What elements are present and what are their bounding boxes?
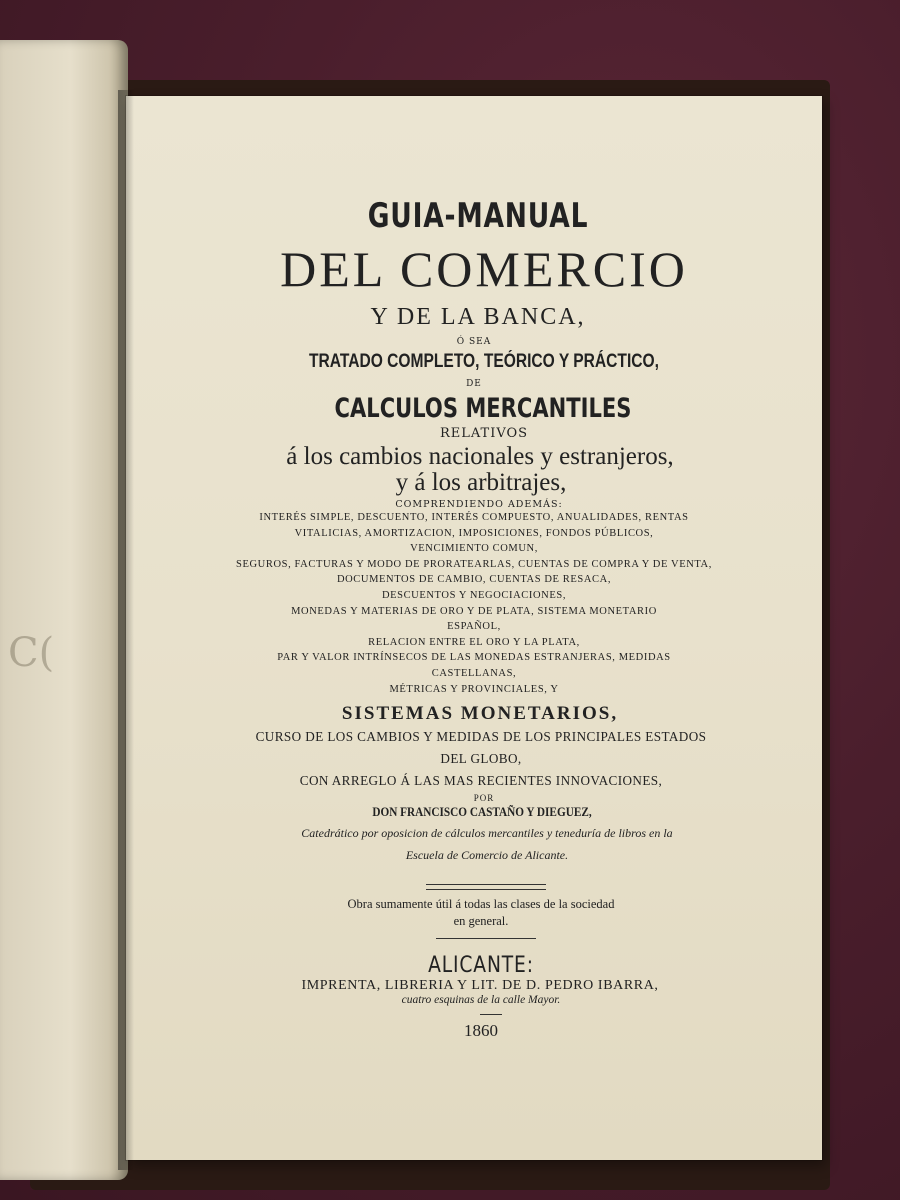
relativos: RELATIVOS [439,426,529,441]
publication-year: 1860 [464,1021,498,1041]
o-sea: Ó SEA [456,337,492,347]
contents-line: MONEDAS Y MATERIAS DE ORO Y DE PLATA, SISTEMA MONETARIO [291,605,657,617]
left-page-ghost-text: C( [8,630,55,676]
contents-line: SEGUROS, FACTURAS Y MODO DE PRORATEARLAS, CUENTAS DE COMPRA Y DE VENTA, [236,558,712,570]
cambios-line: á los cambios nacionales y estranjeros, [286,443,674,470]
contents-line: DOCUMENTOS DE CAMBIO, CUENTAS DE RESACA, [336,574,612,586]
imprint-address: cuatro esquinas de la calle Mayor. [401,994,561,1007]
title-line-3: Y DE LA BANCA, [370,304,586,330]
contents-line: PAR Y VALOR INTRÍNSECOS DE LAS MONEDAS ESTRANJERAS, MEDIDAS [277,652,671,664]
curso-line: CURSO DE LOS CAMBIOS Y MEDIDAS DE LOS PRINCIPALES ESTADOS [255,729,707,745]
comprendiendo: COMPRENDIENDO ADEMÁS: [395,499,563,510]
title-page [126,96,822,1160]
imprint-city: ALICANTE: [428,953,534,979]
small-rule [480,1014,502,1015]
sistemas-monetarios: SISTEMAS MONETARIOS, [341,703,619,725]
left-page [0,40,128,1180]
contents-line: DESCUENTOS Y NEGOCIACIONES, [381,589,567,601]
imprint-printer: IMPRENTA, LIBRERIA Y LIT. DE D. PEDRO IBARRA, [301,978,659,994]
author-name: DON FRANCISCO CASTAÑO Y DIEGUEZ, [372,805,592,820]
contents-line: ESPAÑOL, [447,621,501,633]
author-role [126,824,822,864]
curso-line: DEL GLOBO, [440,751,522,767]
contents-list [126,510,822,697]
title-line-1: GUIA-MANUAL [367,196,589,236]
main-subject: CALCULOS MERCANTILES [334,393,632,424]
contents-line: RELACION ENTRE EL ORO Y LA PLATA, [368,636,580,648]
divider-rule [436,938,536,939]
author-role-line: Escuela de Comercio de Alicante. [405,848,569,863]
subtitle: TRATADO COMPLETO, TEÓRICO Y PRÁCTICO, [308,351,659,372]
por-connector: POR [473,793,495,804]
obra-note [126,896,822,930]
page-gutter-shadow [118,90,134,1170]
title-line-2: DEL COMERCIO [280,241,688,297]
curso-line: CON ARREGLO Á LAS MAS RECIENTES INNOVACIONES, [299,773,663,789]
contents-line: INTERÉS SIMPLE, DESCUENTO, INTERÉS COMPUESTO, ANUALIDADES, RENTAS [259,512,689,523]
contents-line: CASTELLANAS, [431,667,517,679]
contents-line: VITALICIAS, AMORTIZACION, IMPOSICIONES, FONDOS PÚBLICOS, [294,527,654,539]
contents-line: MÉTRICAS Y PROVINCIALES, Y [389,683,559,695]
curso-block [126,727,822,791]
title-page-content [126,196,822,1041]
obra-line: Obra sumamente útil á todas las clases de la sociedad [347,897,615,912]
contents-line: VENCIMIENTO COMUN, [410,543,538,555]
author-role-line: Catedrático por oposicion de cálculos mercantiles y teneduría de libros en la [301,826,673,841]
arbitrajes-line: y á los arbitrajes, [395,469,567,496]
obra-line: en general. [453,914,509,929]
de-connector: DE [466,379,482,389]
ornamental-rule [426,884,546,890]
